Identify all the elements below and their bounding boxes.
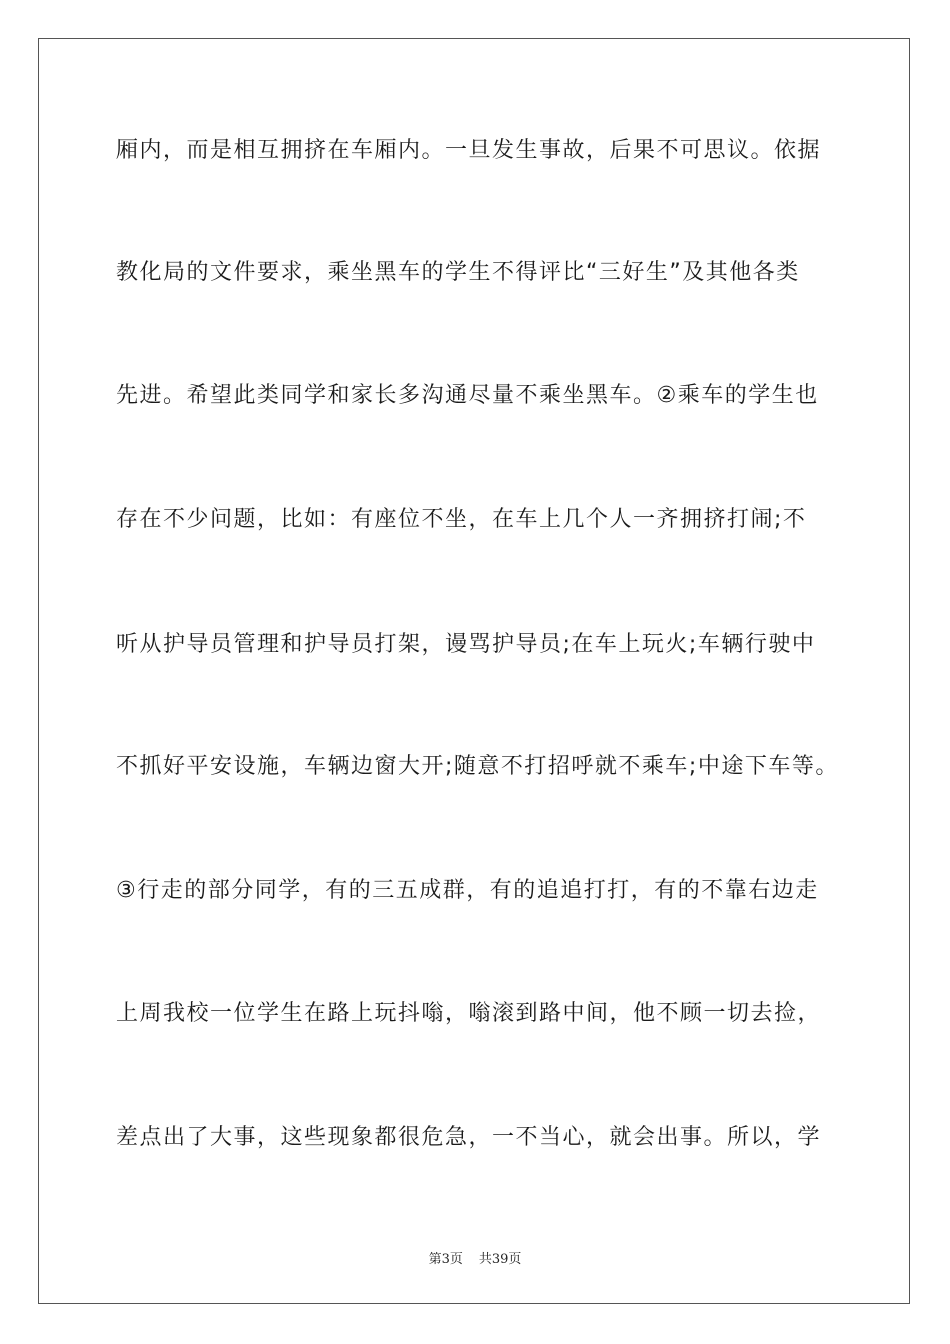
page-footer [0, 1248, 950, 1267]
page-number: 第3页 [428, 1252, 463, 1267]
text-line: 不抓好平安设施，车辆边窗大开;随意不打招呼就不乘车;中途下车等。 [116, 754, 839, 779]
text-line: 存在不少问题，比如：有座位不坐，在车上几个人一齐拥挤打闹;不 [116, 507, 807, 532]
text-line: 听从护导员管理和护导员打架，谩骂护导员;在车上玩火;车辆行驶中 [116, 632, 816, 657]
text-line: 差点出了大事，这些现象都很危急，一不当心，就会出事。所以，学 [116, 1125, 822, 1150]
page-border [38, 38, 910, 1304]
text-line: 教化局的文件要求，乘坐黑车的学生不得评比“三好生”及其他各类 [116, 260, 800, 285]
text-line: 上周我校一位学生在路上玩抖嗡，嗡滚到路中间，他不顾一切去捡， [116, 1001, 822, 1026]
text-line: 厢内，而是相互拥挤在车厢内。一旦发生事故，后果不可思议。依据 [116, 138, 822, 163]
page-total: 共39页 [478, 1252, 522, 1267]
text-line: 先进。希望此类同学和家长多沟通尽量不乘坐黑车。②乘车的学生也 [116, 383, 819, 408]
text-line: ③行走的部分同学，有的三五成群，有的追追打打，有的不靠右边走 [116, 878, 819, 903]
